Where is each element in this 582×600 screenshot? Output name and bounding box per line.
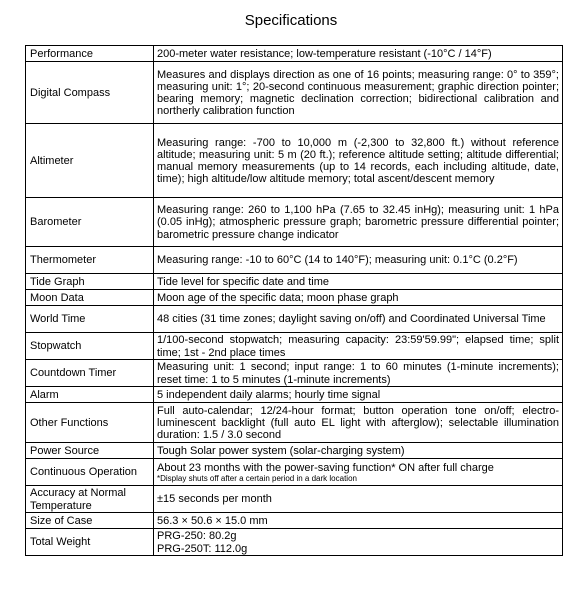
spec-label: Moon Data — [26, 290, 154, 306]
spec-value: Tide level for specific date and time — [154, 274, 563, 290]
table-row — [26, 459, 563, 486]
spec-label: Total Weight — [26, 529, 154, 556]
spec-label: Tide Graph — [26, 274, 154, 290]
spec-value: Measuring range: -10 to 60°C (14 to 140°F); measuring unit: 0.1°C (0.2°F) — [154, 247, 563, 274]
spec-value-line: PRG-250T: 112.0g — [157, 542, 248, 555]
table-row — [26, 274, 563, 290]
spec-value — [154, 529, 563, 556]
specifications-table — [25, 45, 563, 556]
table-row — [26, 486, 563, 513]
spec-label: Performance — [26, 46, 154, 62]
spec-value: 1/100-second stopwatch; measuring capacity: 23:59'59.99"; elapsed time; split time; 1st - 2nd place times — [154, 333, 563, 360]
table-row — [26, 290, 563, 306]
spec-label: Size of Case — [26, 513, 154, 529]
spec-value: ±15 seconds per month — [154, 486, 563, 513]
spec-value-line: PRG-250: 80.2g — [157, 530, 237, 543]
spec-label: Accuracy at Normal Temperature — [26, 486, 154, 513]
table-row — [26, 403, 563, 443]
table-row — [26, 46, 563, 62]
table-row — [26, 198, 563, 247]
spec-value: 56.3 × 50.6 × 15.0 mm — [154, 513, 563, 529]
spec-value: 200-meter water resistance; low-temperature resistant (-10°C / 14°F) — [154, 46, 563, 62]
spec-label: World Time — [26, 306, 154, 333]
table-row — [26, 124, 563, 198]
spec-label: Thermometer — [26, 247, 154, 274]
spec-value-text: About 23 months with the power-saving function* ON after full charge — [157, 461, 494, 474]
spec-value: Tough Solar power system (solar-charging system) — [154, 443, 563, 459]
table-row — [26, 529, 563, 556]
table-row — [26, 443, 563, 459]
table-row — [26, 306, 563, 333]
table-row — [26, 513, 563, 529]
spec-value: Measuring unit: 1 second; input range: 1 to 60 minutes (1-minute increments); reset time: 1 to 5 minutes (1-minute increments) — [154, 360, 563, 387]
spec-label: Barometer — [26, 198, 154, 247]
spec-value: Moon age of the specific data; moon phase graph — [154, 290, 563, 306]
spec-value: Measuring range: 260 to 1,100 hPa (7.65 to 32.45 inHg); measuring unit: 1 hPa (0.05 inHg); atmospheric pressure graph; barometric pressure differential pointer; barometric pressure change indicator — [154, 198, 563, 247]
spec-label: Digital Compass — [26, 62, 154, 124]
table-row — [26, 360, 563, 387]
spec-value: Full auto-calendar; 12/24-hour format; button operation tone on/off; electro-luminescent backlight (full auto EL light with afterglow); selectable illumination duration: 1.5 / 3.0 second — [154, 403, 563, 443]
spec-label: Stopwatch — [26, 333, 154, 360]
spec-value: Measures and displays direction as one of 16 points; measuring range: 0° to 359°; measuring unit: 1°; 20-second continuous measurement; graphic direction pointer; bearing memory; magnetic declination correction; bidirectional calibration and northerly calibration function — [154, 62, 563, 124]
spec-label: Continuous Operation — [26, 459, 154, 486]
spec-value: 48 cities (31 time zones; daylight saving on/off) and Coordinated Universal Time — [154, 306, 563, 333]
spec-label: Countdown Timer — [26, 360, 154, 387]
spec-value: 5 independent daily alarms; hourly time signal — [154, 387, 563, 403]
footnote: *Display shuts off after a certain period in a dark location — [157, 473, 357, 483]
spec-label: Altimeter — [26, 124, 154, 198]
table-row — [26, 247, 563, 274]
spec-value — [154, 459, 563, 486]
page-title: Specifications — [244, 12, 338, 29]
spec-label: Power Source — [26, 443, 154, 459]
spec-value: Measuring range: -700 to 10,000 m (-2,300 to 32,800 ft.) without reference altitude; measuring unit: 5 m (20 ft.); reference altitude setting; altitude differential; manual memory measurements (up to 14 records, each including altitude, date, time); high altitude/low altitude memory; total ascent/descent memory — [154, 124, 563, 198]
spec-label: Alarm — [26, 387, 154, 403]
table-row — [26, 62, 563, 124]
table-row — [26, 387, 563, 403]
spec-label: Other Functions — [26, 403, 154, 443]
table-row — [26, 333, 563, 360]
